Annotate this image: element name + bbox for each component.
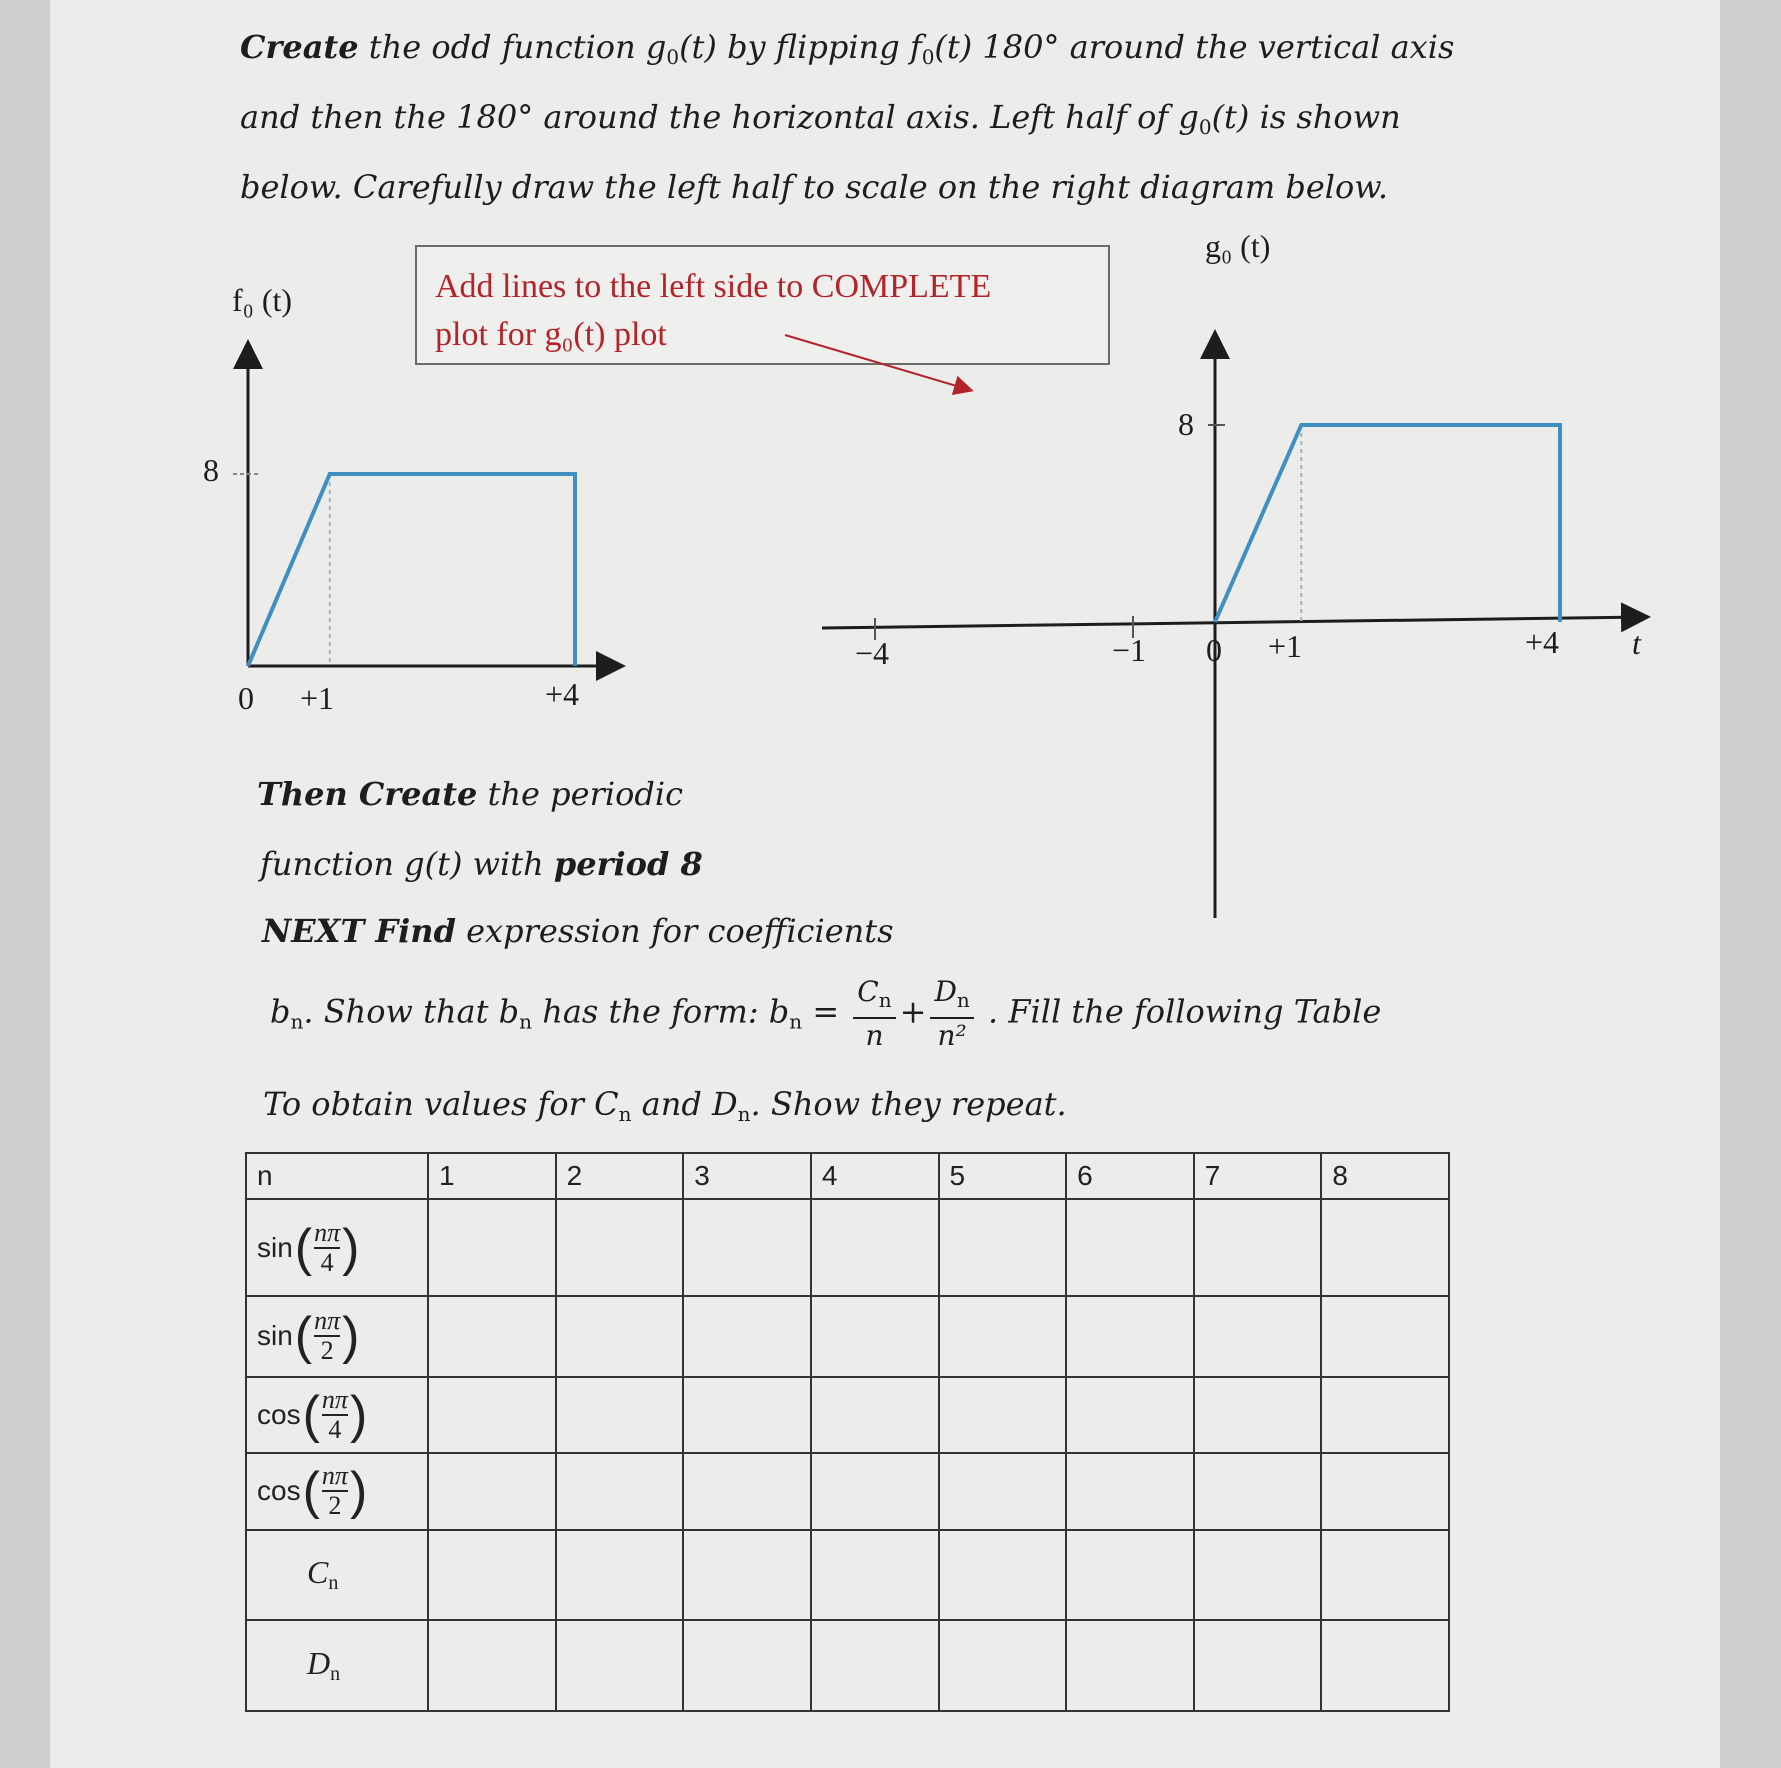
paren: ) xyxy=(349,1385,368,1444)
plain-text: b xyxy=(270,992,291,1031)
dn-over-n2-fraction xyxy=(930,975,973,1053)
table-cell[interactable] xyxy=(683,1199,811,1296)
table-cell[interactable] xyxy=(1066,1620,1194,1711)
then-create-text xyxy=(257,775,683,813)
callout-line-2: plot for g₀(t) plot xyxy=(435,316,667,353)
right-plot-ylabel: g₀ (t) xyxy=(1205,228,1271,264)
intro-line-3: below. Carefully draw the left half to scale on the right diagram below. xyxy=(240,168,1389,206)
table-cell[interactable] xyxy=(428,1377,556,1454)
header-cell: 6 xyxy=(1066,1153,1194,1199)
fn-name: cos xyxy=(257,1398,301,1430)
table-cell[interactable] xyxy=(939,1453,1067,1530)
table-cell[interactable] xyxy=(939,1530,1067,1621)
table-cell[interactable] xyxy=(683,1530,811,1621)
right-xaxis-label xyxy=(1632,625,1641,662)
table-row xyxy=(246,1453,1449,1530)
table-cell[interactable] xyxy=(811,1453,939,1530)
table-row xyxy=(246,1530,1449,1621)
cn-symbol: C xyxy=(857,975,879,1008)
subscript: n xyxy=(737,1102,751,1126)
fraction xyxy=(314,1219,340,1277)
row-label-cos-npi-2 xyxy=(246,1453,428,1530)
header-cell: 3 xyxy=(683,1153,811,1199)
fn-name: cos xyxy=(257,1475,301,1507)
table-row xyxy=(246,1620,1449,1711)
intro-text: 180° around the vertical axis xyxy=(972,28,1455,66)
function-expr xyxy=(257,1462,369,1520)
t-arg: (t) xyxy=(679,28,717,66)
table-cell[interactable] xyxy=(1066,1377,1194,1454)
fraction xyxy=(322,1462,348,1520)
table-cell[interactable] xyxy=(556,1199,684,1296)
paren: ( xyxy=(302,1385,320,1444)
denominator: 4 xyxy=(328,1414,342,1444)
subscript: 0 xyxy=(666,45,680,69)
table-cell[interactable] xyxy=(1194,1296,1322,1377)
numerator: nπ xyxy=(314,1306,341,1336)
plain-text: . Show they repeat. xyxy=(750,1085,1067,1123)
subscript: n xyxy=(290,1009,304,1034)
left-plot-ylabel: f₀ (t) xyxy=(232,282,293,318)
t-axis-label: t xyxy=(1632,625,1641,661)
dn-symbol: D xyxy=(307,1645,331,1682)
f0-symbol: f xyxy=(909,28,922,66)
table-cell[interactable] xyxy=(1321,1620,1449,1711)
g0-symbol: g xyxy=(645,28,667,66)
row-label-sin-npi-4 xyxy=(246,1199,428,1296)
numerator: nπ xyxy=(321,1384,348,1414)
t-arg: (t) xyxy=(934,28,973,66)
obtain-values-text xyxy=(263,1085,1067,1126)
fn-name: sin xyxy=(257,1320,293,1352)
paren: ) xyxy=(349,1462,368,1521)
bold-text: period 8 xyxy=(553,845,703,883)
table-cell[interactable] xyxy=(811,1377,939,1454)
table-cell[interactable] xyxy=(1194,1620,1322,1711)
intro-text: and then the 180° around the horizontal axis. Left half of xyxy=(240,98,1179,136)
header-cell: 8 xyxy=(1321,1153,1449,1199)
paren: ( xyxy=(294,1218,313,1277)
subscript: n xyxy=(878,988,892,1012)
subscript: n xyxy=(956,988,970,1012)
intro-text: by flipping xyxy=(716,28,910,66)
table-cell[interactable] xyxy=(811,1620,939,1711)
table-cell[interactable] xyxy=(428,1296,556,1377)
table-cell[interactable] xyxy=(556,1377,684,1454)
fraction xyxy=(322,1386,348,1444)
header-cell: 5 xyxy=(939,1153,1067,1199)
header-cell: 2 xyxy=(556,1153,684,1199)
bold-text: Then Create xyxy=(257,775,478,813)
table-cell[interactable] xyxy=(1321,1377,1449,1454)
numerator: nπ xyxy=(321,1461,348,1491)
table-cell[interactable] xyxy=(556,1620,684,1711)
table-cell[interactable] xyxy=(1321,1453,1449,1530)
next-find-text xyxy=(262,912,894,950)
dn-symbol: D xyxy=(934,975,957,1008)
right-x4-label: +4 xyxy=(1525,624,1560,660)
denominator: n xyxy=(865,1019,884,1052)
table-cell[interactable] xyxy=(939,1296,1067,1377)
table-row xyxy=(246,1296,1449,1377)
right-x0-label: 0 xyxy=(1206,632,1222,668)
denominator: 2 xyxy=(320,1336,334,1366)
cn-symbol: C xyxy=(307,1554,329,1591)
table-cell[interactable] xyxy=(811,1199,939,1296)
table-cell[interactable] xyxy=(556,1296,684,1377)
subscript: 0 xyxy=(921,45,935,69)
row-label-sin-npi-2 xyxy=(246,1296,428,1377)
bold-text: NEXT Find xyxy=(262,912,456,950)
coefficient-table xyxy=(245,1152,1450,1712)
table-cell[interactable] xyxy=(1066,1453,1194,1530)
left-x0-label: 0 xyxy=(238,680,254,716)
g0-symbol: g xyxy=(1178,98,1199,136)
function-expr xyxy=(257,1307,361,1365)
function-expr xyxy=(257,1386,369,1444)
subscript: n xyxy=(330,1663,341,1686)
header-cell: 7 xyxy=(1194,1153,1322,1199)
plain-text: has the form: b xyxy=(532,992,790,1031)
subscript: n xyxy=(328,1572,339,1595)
paren: ( xyxy=(294,1307,313,1366)
table-cell[interactable] xyxy=(1321,1296,1449,1377)
table-cell[interactable] xyxy=(939,1199,1067,1296)
plain-text: To obtain values for C xyxy=(263,1085,619,1123)
fraction xyxy=(314,1307,340,1365)
table-cell[interactable] xyxy=(1194,1199,1322,1296)
left-y8-label: 8 xyxy=(203,452,219,488)
right-y8-label: 8 xyxy=(1178,406,1194,442)
table-cell[interactable] xyxy=(1321,1199,1449,1296)
table-cell[interactable] xyxy=(428,1453,556,1530)
intro-text: is shown xyxy=(1249,98,1401,136)
header-cell: 1 xyxy=(428,1153,556,1199)
table-cell[interactable] xyxy=(428,1620,556,1711)
right-x1-label: +1 xyxy=(1268,628,1303,664)
table-cell[interactable] xyxy=(556,1453,684,1530)
period-text xyxy=(260,845,703,883)
table-cell[interactable] xyxy=(1066,1199,1194,1296)
table-cell[interactable] xyxy=(1194,1377,1322,1454)
table-cell[interactable] xyxy=(556,1530,684,1621)
table-cell[interactable] xyxy=(1194,1453,1322,1530)
table-cell[interactable] xyxy=(428,1530,556,1621)
table-cell[interactable] xyxy=(1194,1530,1322,1621)
plain-text: function g(t) with xyxy=(260,845,554,883)
right-x-axis xyxy=(822,617,1645,628)
header-cell: 4 xyxy=(811,1153,939,1199)
numerator: nπ xyxy=(314,1217,341,1247)
fn-name: sin xyxy=(257,1231,293,1263)
table-cell[interactable] xyxy=(1321,1530,1449,1621)
table-cell[interactable] xyxy=(939,1620,1067,1711)
left-x4-label: +4 xyxy=(545,676,580,712)
table-row xyxy=(246,1377,1449,1454)
paren: ) xyxy=(342,1307,360,1366)
right-xm4-label: −4 xyxy=(855,635,890,671)
denominator: 2 xyxy=(328,1491,342,1521)
denominator: 4 xyxy=(320,1247,334,1277)
plain-text: . Fill the following Table xyxy=(977,992,1382,1031)
t-arg: (t) xyxy=(1211,98,1250,136)
table-cell[interactable] xyxy=(683,1377,811,1454)
table-cell[interactable] xyxy=(811,1296,939,1377)
table-row xyxy=(246,1199,1449,1296)
denominator: n² xyxy=(937,1019,967,1052)
cn-over-n-fraction xyxy=(853,975,895,1053)
subscript: n xyxy=(618,1102,632,1126)
header-cell-n: n xyxy=(246,1153,428,1199)
subscript: n xyxy=(789,1009,803,1034)
table-cell[interactable] xyxy=(1066,1296,1194,1377)
table-cell[interactable] xyxy=(683,1296,811,1377)
plain-text: . Show that b xyxy=(303,992,520,1031)
left-x1-label: +1 xyxy=(300,680,335,716)
plain-text: and D xyxy=(631,1085,738,1123)
paren: ( xyxy=(302,1462,320,1521)
numerator xyxy=(930,975,973,1019)
plus-sign: + xyxy=(899,992,927,1031)
paren: ) xyxy=(342,1218,360,1277)
table-cell[interactable] xyxy=(428,1199,556,1296)
table-cell[interactable] xyxy=(811,1530,939,1621)
left-f0-curve xyxy=(248,474,575,666)
row-label-cos-npi-4 xyxy=(246,1377,428,1454)
right-xm1-label: −1 xyxy=(1112,632,1147,668)
subscript: n xyxy=(519,1009,533,1034)
callout-line-1: Add lines to the left side to COMPLETE xyxy=(435,268,992,305)
intro-text: the odd function xyxy=(358,28,646,66)
table-cell[interactable] xyxy=(939,1377,1067,1454)
bn-formula-line xyxy=(270,975,1381,1053)
plain-text: the periodic xyxy=(477,775,684,813)
subscript: 0 xyxy=(1198,115,1212,139)
numerator xyxy=(853,975,895,1019)
row-label-dn xyxy=(246,1620,428,1711)
table-cell[interactable] xyxy=(683,1453,811,1530)
table-cell[interactable] xyxy=(1066,1530,1194,1621)
row-label-cn xyxy=(246,1530,428,1621)
callout-pointer-arrow xyxy=(785,335,970,390)
table-header-row xyxy=(246,1153,1449,1199)
plain-text: expression for coefficients xyxy=(455,912,894,950)
right-g0-curve xyxy=(1215,425,1560,622)
create-word: Create xyxy=(240,28,359,66)
plain-text: = xyxy=(802,992,840,1031)
table-cell[interactable] xyxy=(683,1620,811,1711)
function-expr xyxy=(257,1219,361,1277)
